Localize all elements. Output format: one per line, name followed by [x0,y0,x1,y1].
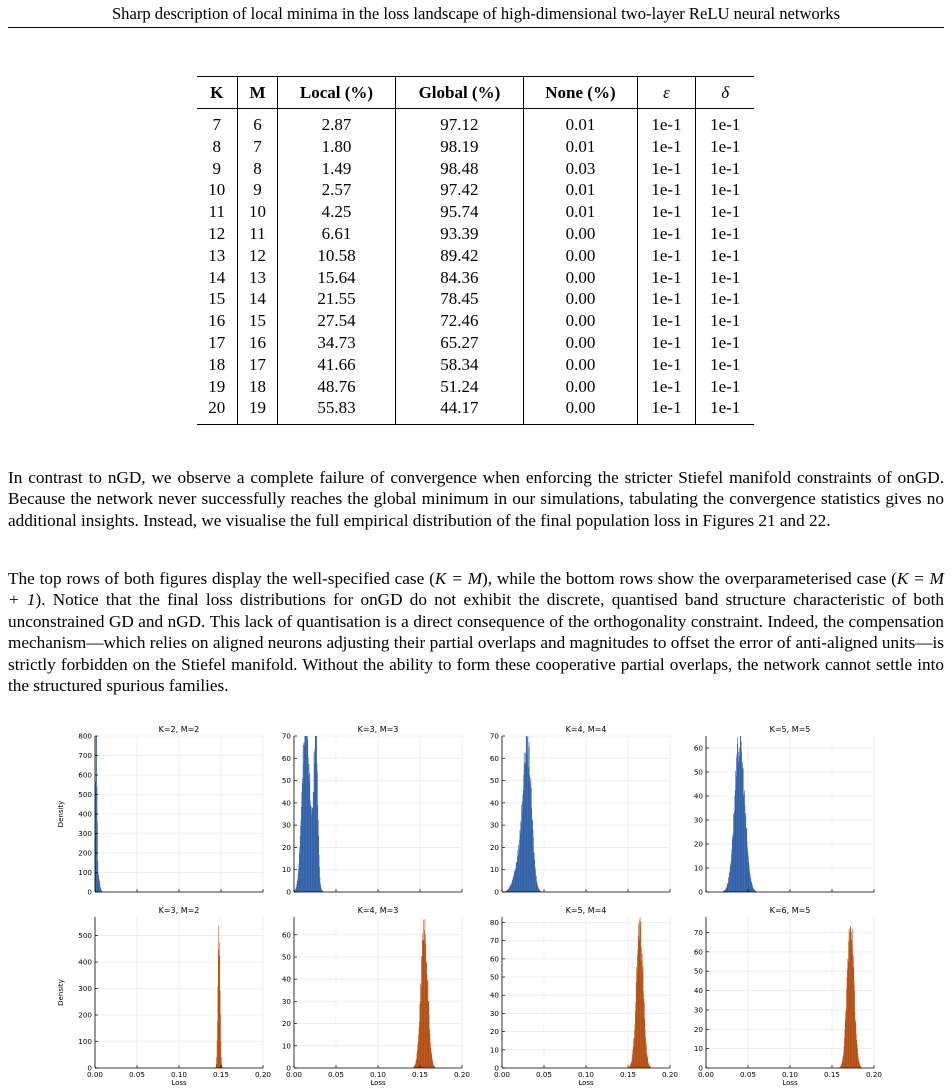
table-cell: 21.55 [278,288,395,310]
x-tick-label: 0.10 [781,1070,799,1079]
table-cell: 1e-1 [696,201,754,223]
para2-text-b: ), while the bottom rows show the overparameterised case ( [482,569,897,588]
table-cell: 93.39 [395,223,524,245]
y-tick-label: 30 [281,996,291,1006]
table-header-row [197,77,754,109]
y-tick-label: 0 [87,887,92,897]
table-cell: 1e-1 [637,332,696,354]
x-tick-label: 0.10 [369,1070,387,1079]
y-tick-label: 0 [494,1063,499,1073]
table-cell: 1e-1 [696,376,754,398]
y-tick-label: 400 [78,957,92,967]
table-cell: 0.00 [524,223,637,245]
x-tick-label: 0.10 [170,1070,188,1079]
y-tick-label: 500 [78,790,92,799]
table-row [197,332,754,354]
table-cell: 1e-1 [637,288,696,310]
y-tick-label: 0 [286,1063,291,1073]
y-tick-label: 20 [281,1019,291,1029]
table-cell: 14 [237,288,278,310]
table-cell: 8 [237,158,278,180]
y-tick-label: 10 [489,1045,499,1055]
y-tick-label: 0 [87,1063,92,1073]
table-row [197,397,754,424]
table-cell: 17 [208,332,226,352]
table-cell: 9 [237,179,278,201]
para2-math-2: K = M + 1 [8,569,944,610]
table-cell: 1e-1 [696,109,754,136]
y-tick-label: 10 [489,865,499,875]
table-cell: 34.73 [278,332,395,354]
y-tick-label: 80 [489,917,499,927]
y-tick-label: 20 [489,842,499,852]
running-header: Sharp description of local minima in the loss landscape of high-dimensional two-layer ReLU neural networks [111,4,841,23]
table-cell: 19 [208,376,226,396]
y-tick-label: 0 [286,887,291,897]
col-header-k: K [210,82,224,102]
table-cell: 11 [237,223,278,245]
y-tick-label: 60 [281,930,291,940]
table-row [197,136,754,158]
x-tick-label: 0.20 [661,1070,679,1079]
x-tick-label: 0.00 [493,1070,511,1079]
x-tick-label: 0.15 [411,1070,429,1079]
col-header-local: Local (%) [278,77,395,109]
table-cell: 0.00 [524,376,637,398]
table-cell: 20 [208,398,226,418]
body-paragraph-1: In contrast to nGD, we observe a complete failure of convergence when enforcing the stricter Stiefel manifold constraints of onGD. Because the network never successfully reaches the global minimum in our simulations, tabulating the convergence statistics gives no additional insights. Instead, we visualise the full empirical distribution of the final population loss in Figures 21 and 22. [8,468,944,530]
table-cell: 84.36 [395,267,524,289]
table-cell: 17 [237,354,278,376]
table-cell: 0.01 [524,179,637,201]
table-cell: 14 [208,267,226,287]
table-cell: 15 [237,310,278,332]
table-cell: 1e-1 [637,201,696,223]
y-tick-label: 40 [693,986,703,996]
table-cell: 1e-1 [637,223,696,245]
table-cell: 11 [208,202,225,222]
table-cell: 41.66 [278,354,395,376]
x-tick-label: 0.15 [212,1070,230,1079]
table-cell: 1e-1 [637,376,696,398]
subplot-title: K=4, M=4 [565,725,607,734]
table-cell: 15.64 [278,267,395,289]
y-tick-label: 70 [693,927,703,937]
table-cell: 18 [208,354,226,374]
table-cell: 1e-1 [696,267,754,289]
x-tick-label: 0.05 [739,1070,757,1079]
x-tick-label: 0.00 [697,1070,715,1079]
table-row [197,201,754,223]
x-tick-label: 0.20 [453,1070,471,1079]
table-cell: 0.01 [524,109,637,136]
y-tick-label: 60 [281,753,291,763]
y-tick-label: 70 [489,731,499,741]
y-tick-label: 200 [78,848,92,858]
x-tick-label: 0.05 [128,1070,146,1079]
header-rule [8,27,944,28]
y-tick-label: 50 [281,952,291,962]
subplot-title: K=3, M=3 [357,725,399,734]
x-tick-label: 0.20 [865,1070,883,1079]
table-cell: 10 [208,180,226,200]
table-cell: 48.76 [278,376,395,398]
table-cell: 1e-1 [637,354,696,376]
y-tick-label: 60 [489,954,499,964]
table-cell: 9 [212,158,222,178]
table-cell: 0.01 [524,201,637,223]
y-axis-label: Density [57,800,65,828]
loss-distribution-figure [0,720,952,1092]
y-tick-label: 100 [78,1037,92,1047]
y-tick-label: 400 [78,809,92,819]
y-tick-label: 0 [698,887,703,897]
table-cell: 0.00 [524,397,637,424]
y-tick-label: 300 [78,829,92,838]
table-cell: 0.01 [524,136,637,158]
table-cell: 2.87 [278,109,395,136]
table-cell: 78.45 [395,288,524,310]
table-cell: 44.17 [395,397,524,424]
col-header-global: Global (%) [395,77,524,109]
col-header-m: M [237,77,278,109]
table-cell: 98.19 [395,136,524,158]
table-cell: 0.00 [524,288,637,310]
y-tick-label: 30 [281,820,291,830]
table-cell: 51.24 [395,376,524,398]
y-tick-label: 60 [693,947,703,957]
y-tick-label: 30 [489,1008,499,1018]
y-tick-label: 40 [489,990,499,1000]
x-tick-label: 0.10 [577,1070,595,1079]
y-axis-label: Density [57,979,65,1006]
y-tick-label: 10 [281,865,291,875]
table-cell: 1e-1 [637,267,696,289]
table-cell: 95.74 [395,201,524,223]
table-row [197,267,754,289]
y-tick-label: 600 [78,770,92,780]
table-cell: 1e-1 [696,397,754,424]
table-cell: 7 [237,136,278,158]
table-cell: 1e-1 [696,158,754,180]
table-cell: 16 [208,311,226,331]
table-cell: 1e-1 [696,223,754,245]
table-cell: 1e-1 [637,179,696,201]
table-cell: 19 [237,397,278,424]
table-cell: 55.83 [278,397,395,424]
subplot-title: K=2, M=2 [158,725,200,734]
table-cell: 58.34 [395,354,524,376]
table-cell: 12 [237,245,278,267]
table-cell: 1e-1 [696,354,754,376]
y-tick-label: 700 [78,751,92,760]
y-tick-label: 50 [281,776,291,786]
table-cell: 0.00 [524,310,637,332]
col-header-epsilon: ε [637,77,696,109]
table-cell: 13 [237,267,278,289]
y-tick-label: 70 [281,731,291,741]
table-row [197,354,754,376]
y-tick-label: 200 [78,1010,92,1020]
table-cell: 0.00 [524,245,637,267]
table-cell: 1e-1 [696,136,754,158]
y-tick-label: 30 [693,815,703,825]
table-row [197,223,754,245]
table-cell: 97.12 [395,109,524,136]
table-row [197,109,754,136]
table-row [197,245,754,267]
table-cell: 15 [208,289,226,309]
x-axis-label: Loss [782,1079,798,1087]
y-tick-label: 10 [693,1044,703,1054]
y-tick-label: 20 [489,1027,499,1037]
subplot-title: K=6, M=5 [769,906,811,915]
y-tick-label: 0 [494,887,499,897]
table-cell: 13 [208,245,226,265]
table-row [197,310,754,332]
x-tick-label: 0.15 [823,1070,841,1079]
table-cell: 1e-1 [637,109,696,136]
table-cell: 1e-1 [637,310,696,332]
table-cell: 1e-1 [696,310,754,332]
y-tick-label: 100 [78,868,92,877]
x-tick-label: 0.20 [254,1070,272,1079]
table-cell: 1e-1 [696,245,754,267]
table-cell: 27.54 [278,310,395,332]
para2-text-c: ). Notice that the final loss distributions for onGD do not exhibit the discrete, quantised band structure characteristic of both unconstrained GD and nGD. This lack of quantisation is a direct consequence of the orthogonality constraint. Indeed, the compensation mechanism—which relies on aligned neurons adjusting their partial overlaps and magnitudes to offset the error of anti-aligned units—is strictly forbidden on the Stiefel manifold. Without the ability to form these cooperative partial overlaps, the network cannot settle into the structured spurious families. [8,590,944,696]
y-tick-label: 20 [693,839,703,849]
table-cell: 1e-1 [637,397,696,424]
convergence-table [197,76,754,425]
table-cell: 6.61 [278,223,395,245]
table-cell: 0.00 [524,267,637,289]
table-cell: 6 [237,109,278,136]
table-cell: 7 [212,115,222,134]
x-axis-label: Loss [171,1079,187,1087]
y-tick-label: 70 [489,936,499,946]
x-axis-label: Loss [370,1079,386,1087]
table-cell: 1e-1 [637,136,696,158]
y-tick-label: 60 [693,743,703,753]
x-tick-label: 0.05 [535,1070,553,1079]
col-header-none: None (%) [524,77,637,109]
table-cell: 72.46 [395,310,524,332]
table-cell: 16 [237,332,278,354]
table-cell: 98.48 [395,158,524,180]
table-cell: 1e-1 [637,245,696,267]
subplot-title: K=4, M=3 [357,906,399,915]
subplot-title: K=5, M=5 [769,725,811,734]
y-tick-label: 30 [489,820,499,830]
table-cell: 12 [208,223,226,243]
table-cell: 4.25 [278,201,395,223]
table-row [197,179,754,201]
table-row [197,376,754,398]
y-tick-label: 40 [281,798,291,808]
y-tick-label: 40 [693,791,703,801]
y-tick-label: 10 [281,1041,291,1051]
subplot-title: K=3, M=2 [158,906,200,915]
y-tick-label: 60 [489,753,499,763]
y-tick-label: 40 [489,798,499,808]
y-tick-label: 50 [489,972,499,982]
col-header-delta: δ [696,77,754,109]
table-cell: 1e-1 [696,179,754,201]
x-tick-label: 0.05 [327,1070,345,1079]
table-cell: 1.49 [278,158,395,180]
table-row [197,288,754,310]
table-cell: 89.42 [395,245,524,267]
y-tick-label: 50 [489,776,499,786]
y-tick-label: 50 [693,767,703,777]
table-cell: 1e-1 [696,288,754,310]
y-tick-label: 0 [698,1063,703,1073]
table-cell: 0.00 [524,332,637,354]
y-tick-label: 10 [693,863,703,873]
table-row [197,158,754,180]
y-tick-label: 40 [281,974,291,984]
table-cell: 0.03 [524,158,637,180]
y-tick-label: 20 [281,842,291,852]
table-cell: 18 [237,376,278,398]
y-tick-label: 50 [693,966,703,976]
x-tick-label: 0.00 [86,1070,104,1079]
para2-text-a: The top rows of both figures display the well-specified case ( [8,569,435,588]
y-tick-label: 800 [78,731,92,741]
table-cell: 97.42 [395,179,524,201]
table-cell: 1.80 [278,136,395,158]
y-tick-label: 300 [78,984,92,994]
x-tick-label: 0.00 [285,1070,303,1079]
table-cell: 1e-1 [637,158,696,180]
y-tick-label: 30 [693,1005,703,1015]
x-axis-label: Loss [578,1079,594,1087]
table-cell: 10.58 [278,245,395,267]
x-tick-label: 0.15 [619,1070,637,1079]
table-cell: 2.57 [278,179,395,201]
para2-math-1: K = M [434,569,483,588]
table-cell: 1e-1 [696,332,754,354]
table-cell: 65.27 [395,332,524,354]
y-tick-label: 500 [78,931,92,941]
table-cell: 0.00 [524,354,637,376]
subplot-title: K=5, M=4 [565,906,607,915]
table-cell: 8 [212,136,222,156]
body-paragraph-2 [8,568,944,696]
y-tick-label: 20 [693,1024,703,1034]
table-cell: 10 [237,201,278,223]
